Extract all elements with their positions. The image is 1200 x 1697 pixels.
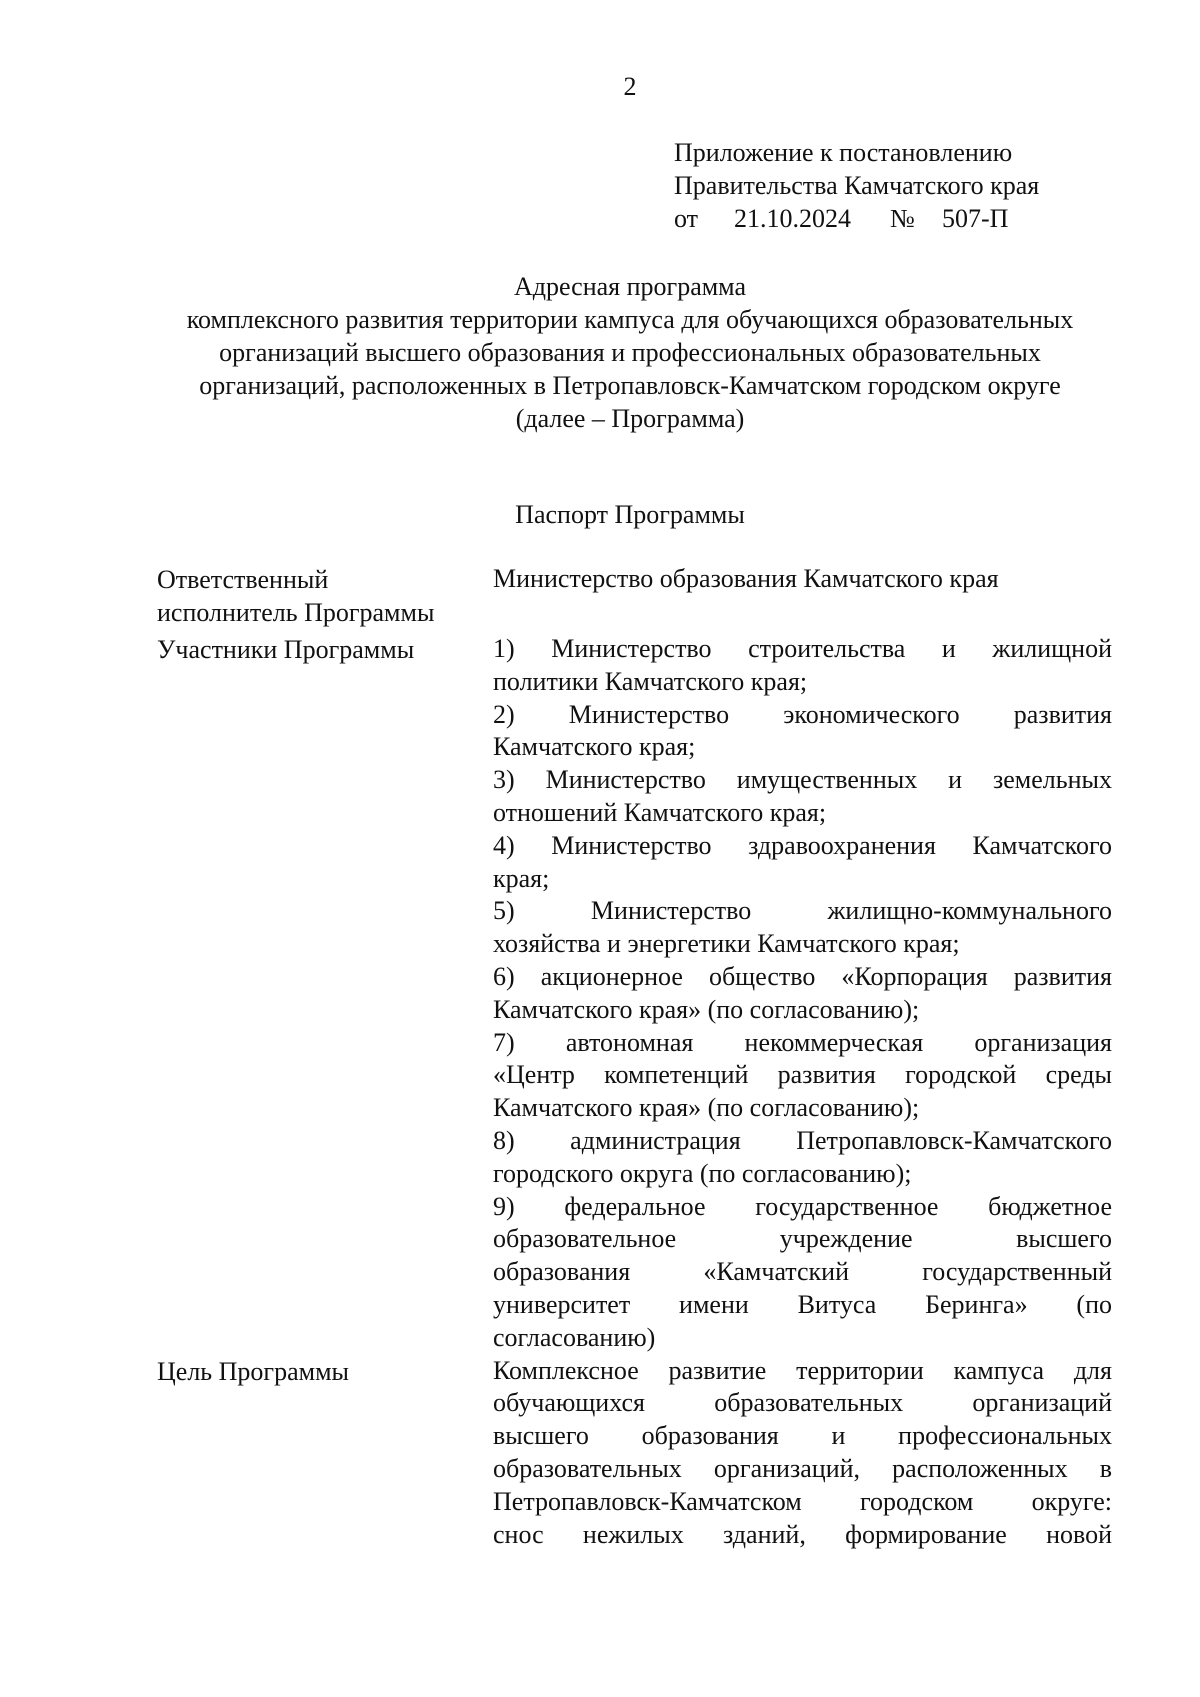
participant-line: 3) Министерство имущественных и земельных [493,765,1112,795]
passport-row-goal [157,1355,1112,1552]
participant-line: хозяйства и энергетики Камчатского края; [493,929,960,959]
passport-table [157,563,1112,1551]
participant-item-8 [493,1125,1112,1191]
title-line-4: организаций, расположенных в Петропавловск-Камчатском городском округе [199,371,1061,400]
participant-line: городского округа (по согласованию); [493,1158,912,1188]
participant-item-7 [493,1027,1112,1125]
participant-line: Камчатского края; [493,732,696,762]
executor-label-line-2: исполнитель Программы [157,598,435,627]
participant-line: образовательное учреждение высшего [493,1224,1112,1254]
appendix-line-2: Правительства Камчатского края [674,171,1040,200]
title-line-2: комплексного развития территории кампуса для обучающихся образовательных [186,305,1074,334]
participant-line: края; [493,863,550,893]
participant-item-1 [493,633,1112,699]
passport-row-participants [157,633,1112,1355]
participant-item-6 [493,961,1112,1027]
participants-label: Участники Программы [157,635,415,664]
participant-line: 1) Министерство строительства и жилищной [493,634,1112,663]
document-number: 507-П [942,204,1009,233]
goal-line: Комплексное развитие территории кампуса для [493,1355,1112,1385]
participant-item-2 [493,699,1112,765]
goal-line: образовательных организаций, расположенных в [493,1453,1112,1483]
title-line-5: (далее – Программа) [515,404,745,433]
page-number: 2 [623,72,637,101]
participant-line: «Центр компетенций развития городской среды [493,1060,1112,1090]
passport-heading: Паспорт Программы [515,500,745,529]
participant-item-5 [493,895,1112,961]
participant-line: образования «Камчатский государственный [493,1257,1112,1287]
goal-line: Петропавловск-Камчатском городском округе: [493,1486,1112,1516]
passport-row-executor [157,563,1112,629]
participant-line: Камчатского края» (по согласованию); [493,994,920,1024]
participant-item-3 [493,764,1112,830]
title-line-3: организаций высшего образования и профессиональных образовательных [219,338,1041,367]
participant-line: 6) акционерное общество «Корпорация развития [493,961,1112,991]
document-title [140,270,1120,435]
goal-text [493,1355,1112,1552]
executor-value: Министерство образования Камчатского края [493,564,999,593]
executor-label [157,563,493,629]
participant-item-9 [493,1191,1112,1355]
participant-line: 5) Министерство жилищно-коммунального [493,896,1112,926]
executor-label-line-1: Ответственный [157,565,329,594]
participant-line: политики Камчатского края; [493,666,808,696]
participant-line: отношений Камчатского края; [493,797,827,827]
participant-line: 4) Министерство здравоохранения Камчатского [493,830,1112,860]
goal-label: Цель Программы [157,1356,350,1386]
appendix-line-1: Приложение к постановлению [674,138,1013,167]
participant-line: согласованию) [493,1322,656,1352]
goal-line: обучающихся образовательных организаций [493,1388,1112,1418]
participant-line: 9) федеральное государственное бюджетное [493,1191,1112,1221]
participant-line: университет имени Витуса Беринга» (по [493,1289,1112,1319]
appendix-date-line [674,202,1039,235]
participant-item-4 [493,830,1112,896]
participant-line: 8) администрация Петропавловск-Камчатского [493,1125,1112,1155]
document-date: 21.10.2024 [734,204,851,233]
participant-line: Камчатского края» (по согласованию); [493,1093,920,1123]
goal-line: снос нежилых зданий, формирование новой [493,1519,1112,1549]
title-line-1: Адресная программа [513,272,747,301]
participants-list [493,633,1112,1355]
participant-line: 2) Министерство экономического развития [493,699,1112,729]
goal-line: высшего образования и профессиональных [493,1421,1112,1451]
number-sign: № [890,204,915,233]
date-prefix: от [674,204,699,233]
appendix-header [674,136,1039,235]
participant-line: 7) автономная некоммерческая организация [493,1027,1112,1057]
